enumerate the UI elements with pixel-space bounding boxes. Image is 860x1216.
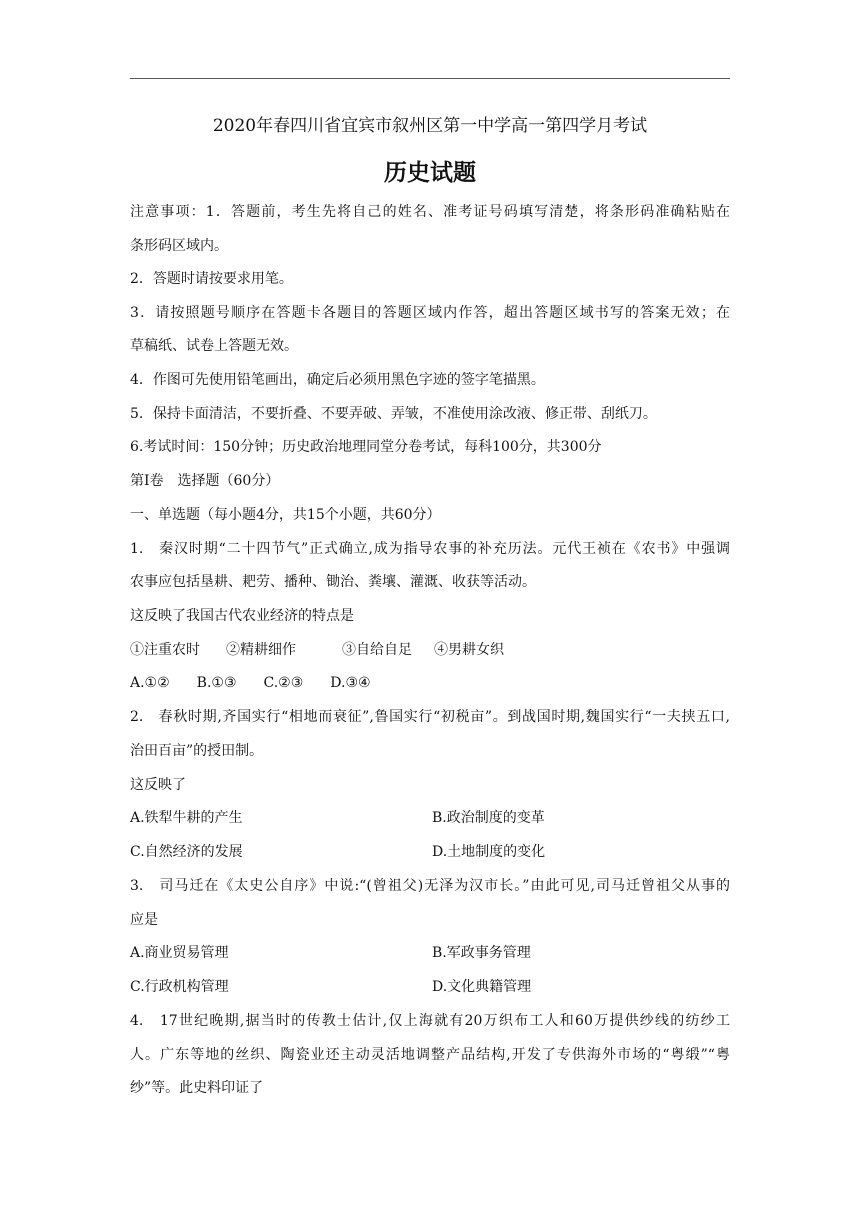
statement-1: ①注重农时 bbox=[130, 642, 200, 658]
question-1-line-2: 农事应包括垦耕、耙劳、播种、锄治、粪壤、灌溉、收获等活动。 bbox=[130, 574, 536, 590]
note-6: 6.考试时间：150分钟；历史政治地理同堂分卷考试，每科100分，共300分 bbox=[130, 439, 602, 455]
note-1-line-2: 条形码区域内。 bbox=[130, 238, 228, 254]
header-rule bbox=[130, 78, 730, 79]
question-4-line-3: 纱”等。此史料印证了 bbox=[130, 1080, 264, 1096]
question-2-line-1: 2. 春秋时期,齐国实行“相地而衰征”,鲁国实行“初税亩”。到战国时期,魏国实行“一夫挟五口, bbox=[130, 709, 730, 725]
question-1-line-1: 1. 秦汉时期“二十四节气”正式确立,成为指导农事的补充历法。元代王祯在《农书》中强调 bbox=[130, 541, 730, 557]
note-3-line-1: 3．请按照题号顺序在答题卡各题目的答题区域内作答，超出答题区域书写的答案无效；在 bbox=[130, 305, 730, 321]
option-b[interactable]: B.①③ bbox=[196, 675, 237, 691]
note-5: 5．保持卡面清洁，不要折叠、不要弄破、弄皱，不准使用涂改液、修正带、刮纸刀。 bbox=[130, 406, 657, 422]
question-1-stem: 这反映了我国古代农业经济的特点是 bbox=[130, 608, 354, 624]
statement-2: ②精耕细作 bbox=[226, 642, 296, 658]
note-4: 4．作图可先使用铅笔画出，确定后必须用黑色字迹的签字笔描黑。 bbox=[130, 372, 545, 388]
question-1-options bbox=[130, 673, 730, 693]
question-3-options-row-1 bbox=[130, 943, 730, 963]
option-b[interactable]: B.政治制度的变革 bbox=[432, 810, 545, 826]
option-c[interactable]: C.自然经济的发展 bbox=[130, 844, 243, 860]
option-d[interactable]: D.土地制度的变化 bbox=[432, 844, 546, 860]
question-2-stem: 这反映了 bbox=[130, 777, 186, 793]
exam-title: 2020年春四川省宜宾市叙州区第一中学高一第四学月考试 bbox=[212, 116, 648, 136]
note-3-line-2: 草稿纸、试卷上答题无效。 bbox=[130, 338, 298, 354]
part-heading: 第I卷 选择题（60分） bbox=[130, 473, 280, 489]
question-2-line-2: 治田百亩”的授田制。 bbox=[130, 743, 264, 759]
option-b[interactable]: B.军政事务管理 bbox=[432, 945, 531, 961]
note-2: 2．答题时请按要求用笔。 bbox=[130, 271, 293, 287]
option-d[interactable]: D.文化典籍管理 bbox=[432, 979, 532, 995]
question-4-line-2: 人。广东等地的丝织、陶瓷业还主动灵活地调整产品结构,开发了专供海外市场的“粤缎”“粤 bbox=[130, 1047, 730, 1063]
subject-title: 历史试题 bbox=[384, 160, 476, 186]
option-c[interactable]: C.②③ bbox=[263, 675, 304, 691]
question-2-options-row-1 bbox=[130, 808, 730, 828]
question-3-line-2: 应是 bbox=[130, 912, 158, 928]
statement-4: ④男耕女织 bbox=[434, 642, 504, 658]
question-2-options-row-2 bbox=[130, 842, 730, 862]
option-c[interactable]: C.行政机构管理 bbox=[130, 979, 229, 995]
note-1-line-1: 注意事项：1．答题前，考生先将自己的姓名、准考证号码填写清楚，将条形码准确粘贴在 bbox=[130, 204, 730, 220]
question-3-options-row-2 bbox=[130, 977, 730, 997]
question-3-line-1: 3. 司马迁在《太史公自序》中说:“(曾祖父)无泽为汉市长。”由此可见,司马迁曾祖父从事的 bbox=[130, 878, 730, 894]
option-a[interactable]: A.①② bbox=[130, 675, 170, 691]
option-a[interactable]: A.铁犁牛耕的产生 bbox=[130, 810, 243, 826]
section-heading: 一、单选题（每小题4分，共15个小题，共60分） bbox=[130, 507, 441, 523]
option-d[interactable]: D.③④ bbox=[330, 675, 371, 691]
statement-3: ③自给自足 bbox=[342, 642, 412, 658]
option-a[interactable]: A.商业贸易管理 bbox=[130, 945, 229, 961]
question-4-line-1: 4. 17世纪晚期,据当时的传教士估计,仅上海就有20万织布工人和60万提供纱线的纺纱工 bbox=[130, 1013, 730, 1029]
question-1-statements bbox=[130, 640, 730, 660]
